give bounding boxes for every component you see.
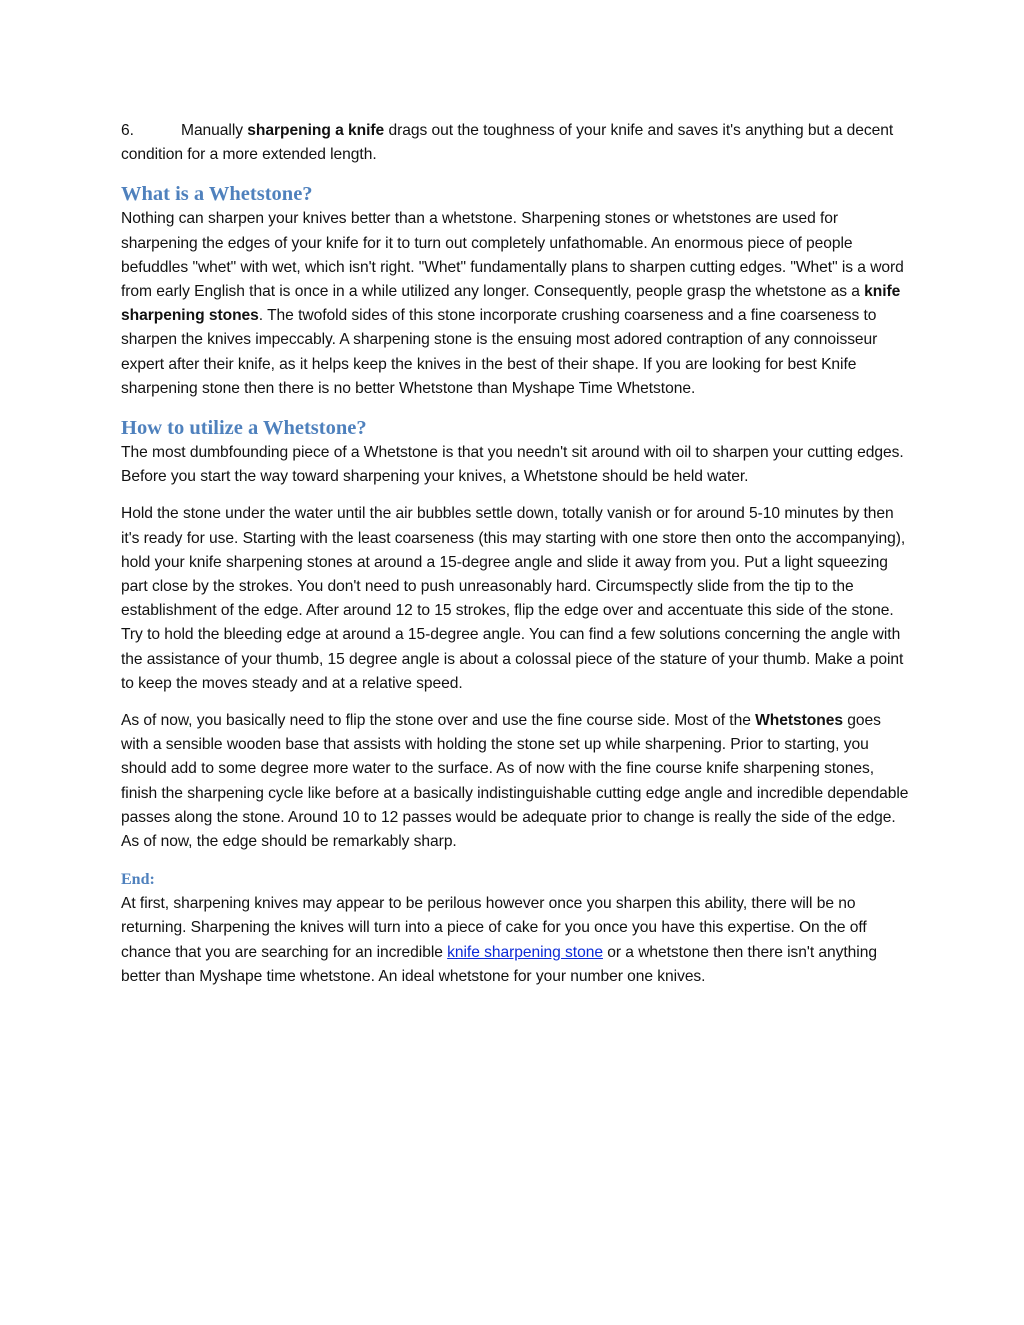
end-pre: At first, sharpening knives may appear to be perilous however once you sharpen this ability, there will be no returning. Sharpening the knives will turn into a piece of cake for you once you have this expertise. On the off chance that you are searching for an incredible [121, 895, 867, 961]
end-post: or a whetstone then there isn't anything better than Myshape time whetstone. An ideal whetstone for your number one knives. [121, 943, 877, 985]
document-page [121, 119, 911, 989]
utilize-p3-post: goes with a sensible wooden base that assists with holding the stone set up while sharpening. Prior to starting, you should add to some degree more water to the surface. As of now with the fine course knife sharpening stones, finish the sharpening cycle like before at a basically indistinguishable cutting edge angle and incredible dependable passes along the stone. Around 10 to 12 passes would be adequate prior to change is really the side of the edge. As of now, the edge should be remarkably sharp. [121, 712, 909, 851]
knife-sharpening-stone-link[interactable]: knife sharpening stone [447, 943, 603, 961]
utilize-p3-bold: Whetstones [755, 712, 843, 730]
heading-how-to-utilize: How to utilize a Whetstone? [121, 417, 367, 440]
utilize-paragraph-1: The most dumbfounding piece of a Whetstone is that you needn't sit around with oil to sharpen your cutting edges. Before you start the way toward sharpening your knives, a Whetstone should be held water. [121, 444, 904, 486]
intro-bold: sharpening a knife [247, 122, 385, 139]
whetstone-pre: Nothing can sharpen your knives better than a whetstone. Sharpening stones or whetstones are used for sharpening the edges of your knife for it to turn out completely unfathomable. An enormous piece of people befuddles "whet" with wet, which isn't right. "Whet" fundamentally plans to sharpen cutting edges. "Whet" is a word from early English that is once in a while utilized any longer. Consequently, people grasp the whetstone as a [121, 210, 904, 301]
whetstone-paragraph [121, 207, 911, 401]
utilize-paragraph-2: Hold the stone under the water until the air bubbles settle down, totally vanish or for around 5-10 minutes by then it's ready for use. Starting with the least coarseness (this may starting with one store then onto the accompanying), hold your knife sharpening stones at around a 15-degree angle and slide it away from you. Put a light squeezing part close by the strokes. You don't need to push unreasonably hard. Circumspectly slide from the tip to the establishment of the edge. After around 12 to 15 strokes, flip the edge over and accentuate this side of the stone. Try to hold the bleeding edge at around a 15-degree angle. You can find a few solutions concerning the angle with the assistance of your thumb, 15 degree angle is about a colossal piece of the stature of your thumb. Make a point to keep the moves steady and at a relative speed. [121, 505, 906, 692]
heading-what-is-whetstone: What is a Whetstone? [121, 183, 313, 206]
end-paragraph [121, 892, 911, 989]
whetstone-bold: knife sharpening stones [121, 283, 901, 325]
intro-post: drags out the toughness of your knife and saves it's anything but a decent condition for a more extended length. [121, 122, 894, 164]
intro-paragraph [121, 119, 911, 167]
heading-end: End: [121, 871, 155, 889]
intro-pre: Manually [181, 122, 248, 139]
utilize-p3-pre: As of now, you basically need to flip the stone over and use the fine course side. Most of the [121, 712, 756, 730]
utilize-paragraph-3 [121, 709, 911, 854]
whetstone-post: . The twofold sides of this stone incorporate crushing coarseness and a fine coarseness to sharpen the knives impeccably. A sharpening stone is the ensuing most adored contraption of any connoisseur expert after their knife, as it helps keep the knives in the best of their shape. If you are looking for best Knife sharpening stone then there is no better Whetstone than Myshape Time Whetstone. [121, 307, 878, 397]
list-number: 6. [121, 122, 134, 139]
